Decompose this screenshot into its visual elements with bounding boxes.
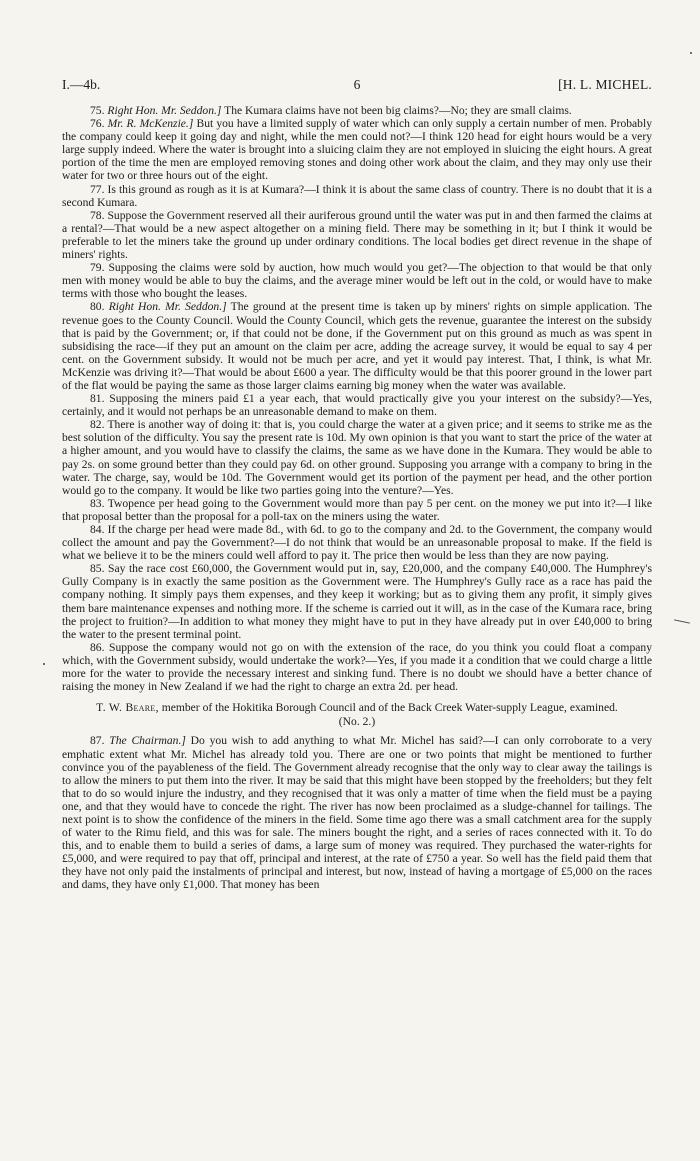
witness-running-head: [H. L. MICHEL. [558, 77, 652, 92]
question-paragraph [62, 392, 652, 418]
question-number: 82. [90, 418, 105, 432]
question-text: The Kumara claims have not been big claims?—No; they are small claims. [224, 104, 572, 117]
question-text: But you have a limited supply of water which can only supply a certain number of men. Probably the company could keep it going day and night, while the men could not?—I think 120 head for eight hours would be a very large supply indeed. Where the water is brought into a sluicing claim they are not employed in sluicing the eight hours. A great portion of the time the men are employed removing stones and doing other work about the claim, and they may only use their water for two or three hours out of the eight. [62, 117, 652, 183]
question-text: The ground at the present time is taken up by miners' rights on simple application. The revenue goes to the County Council. Would the County Council, which gets the revenue, guarantee the interest on the subsidy that is paid by the Government; or, if that could not be done, if the Government put on this ground as much as was spent in subsidising the race—if they put an amount on the claim per acre, adding the acreage survey, it would be equal to say 4 per cent. on the Government subsidy. It would not be much per acre, and yet it would pay interest. That, I think, is what Mr. McKenzie was driving it?—That would be about £600 a year. The difficulty would be that this poorer ground in the lower part of the flat would be paying the same as those larger claims earning big money when the water was available. [62, 300, 652, 392]
evidence-section-beare [62, 734, 652, 891]
question-paragraph [62, 261, 652, 300]
margin-speck [690, 52, 692, 54]
question-number: 81. [90, 392, 105, 406]
witness-name: T. W. Beare, [96, 701, 159, 715]
question-number: 87. [90, 734, 105, 748]
paper-reference: I.—4b. [62, 77, 101, 92]
question-text: Twopence per head going to the Government would more than pay 5 per cent. on the money we put into it?—I like that proposal better than the proposal for a poll-tax on the miners using the water. [62, 496, 652, 523]
question-paragraph [62, 641, 652, 693]
evidence-section-michel [62, 104, 652, 693]
question-paragraph [62, 523, 652, 562]
question-number: 77. [90, 182, 105, 196]
question-paragraph [62, 734, 652, 891]
question-number: 75. [90, 104, 105, 117]
question-paragraph [62, 183, 652, 209]
question-number: 78. [90, 208, 105, 222]
question-number: 85. [90, 562, 105, 576]
question-paragraph [62, 300, 652, 392]
question-paragraph [62, 117, 652, 182]
question-paragraph [62, 418, 652, 497]
question-number: 80. [90, 300, 105, 314]
speaker-label: Right Hon. Mr. Seddon.] [107, 104, 222, 117]
question-text: Supposing the miners paid £1 a year each, that would practically give you your interest on the subsidy?—Yes, certainly, and it would not perhaps be an unreasonable demand to make on them. [62, 392, 652, 419]
question-text: There is another way of doing it: that is, you could charge the water at a given price; and it seems to strike me as the best solution of the difficulty. You say the present rate is 10d. My own opinion is that you want to start the price of the water at a higher amount, and you would have to classify the claims, the same as we have done in the Kumara. They would be able to pay 2s. on some ground better than they could pay 6d. on other ground. Supposing you arrange with a company to bring in the water. The charge, say, would be 10d. The Government would get its portion of the payment per head, and the other portion would go to the company. It would be like two parties going into the venture?—Yes. [62, 418, 652, 497]
question-number: 84. [90, 523, 105, 536]
question-text: Is this ground as rough as it is at Kumara?—I think it is about the same class of country. There is no doubt that it is a second Kumara. [62, 182, 652, 209]
question-number: 76. [90, 117, 105, 131]
speaker-label: Right Hon. Mr. Seddon.] [108, 300, 227, 314]
question-text: Say the race cost £60,000, the Government would put in, say, £20,000, and the company £40,000. The Humphrey's Gully Company is in exactly the same position as the Government were. The Humphrey's Gully race as a race has paid the company nothing. It simply pays them expenses, and they keep it working; but as to giving them any profit, it simply gives them bare maintenance expenses and nothing more. If the scheme is carried out it will, as in the case of the Kumara race, bring the project to fruition?—In addition to what money they might have to put in they have already put in over £40,000 to bring the water to the present terminal point. [62, 562, 652, 641]
question-number: 79. [90, 261, 105, 275]
witness-description: member of the Hokitika Borough Council and of the Back Creek Water-supply League, examined. (No. 2.) [161, 701, 618, 728]
question-paragraph [62, 562, 652, 641]
page-number: 6 [353, 77, 361, 92]
question-paragraph [62, 104, 652, 117]
question-text: If the charge per head were made 8d., with 6d. to go to the company and 2d. to the Government, the company would collect the amount and pay the Government?—I do not think that would be an unreasonable proposal to make. If the field is what we believe it to be the miners could well afford to pay it. The price then would be less than they are now paying. [62, 523, 652, 563]
question-text: Supposing the claims were sold by auction, how much would you get?—The objection to that would be that only men with money would be able to buy the claims, and the average miner would be left out in the cold, or would have to make terms with those who bought the leases. [62, 261, 653, 301]
question-number: 83. [90, 496, 105, 510]
margin-pencil-mark [674, 619, 690, 623]
page-header [62, 77, 652, 95]
question-text: Suppose the Government reserved all their auriferous ground until the water was put in and then farmed the claims at a rental?—That would be a new aspect altogether on a mining field. There may be something in it; but I think it would be preferable to let the miners take the ground up under ordinary conditions. The local bodies get direct revenue in the shape of miners' rights. [62, 208, 652, 262]
question-paragraph [62, 497, 652, 523]
question-text: Suppose the company would not go on with the extension of the race, do you think you could float a company which, with the Government subsidy, would undertake the work?—Yes, if you made it a condition that we could charge a little more for the water to provide the necessary interest and sinking fund. There is no doubt we should have a better chance of raising the money in New Zealand if we had the right to charge an extra 2d. per head. [62, 640, 652, 694]
witness-heading [62, 701, 652, 728]
question-number: 86. [90, 640, 105, 654]
question-text: Do you wish to add anything to what Mr. Michel has said?—I can only corroborate to a very emphatic extent what Mr. Michel has already told you. There are one or two points that might be mentioned to further convince you of the payableness of the field. The Government already recognise that the only way to clear away the tailings is to allow the miners to put them into the river. It may be said that this might have been stopped by the freeholders; but they felt that to do so would injure the industry, and they recognised that it was only a matter of time when the field must be a paying one, and that they would have to concede the right. The river has now been proclaimed as a sludge-channel for tailings. The next point is to show the confidence of the miners in the field. Some time ago there was a small catchment area for the supply of water to the Rimu field, and this was for sale. The miners bought the right, and a series of races connected with it. To do this, and to enable them to build a series of dams, a large sum of money was required. They purchased the water-rights for £5,000, and were required to pay that off, principal and interest, at the rate of £750 a year. So well has the field paid them that they have not only paid the instalments of principal and interest, but now, instead of having a mortgage of £5,000 on the races and dams, they have only £1,000. That money has been [62, 734, 653, 892]
speaker-label: The Chairman.] [109, 734, 186, 748]
page-body [62, 104, 652, 892]
margin-speck [43, 663, 45, 665]
speaker-label: Mr. R. McKenzie.] [107, 117, 194, 131]
question-paragraph [62, 209, 652, 261]
